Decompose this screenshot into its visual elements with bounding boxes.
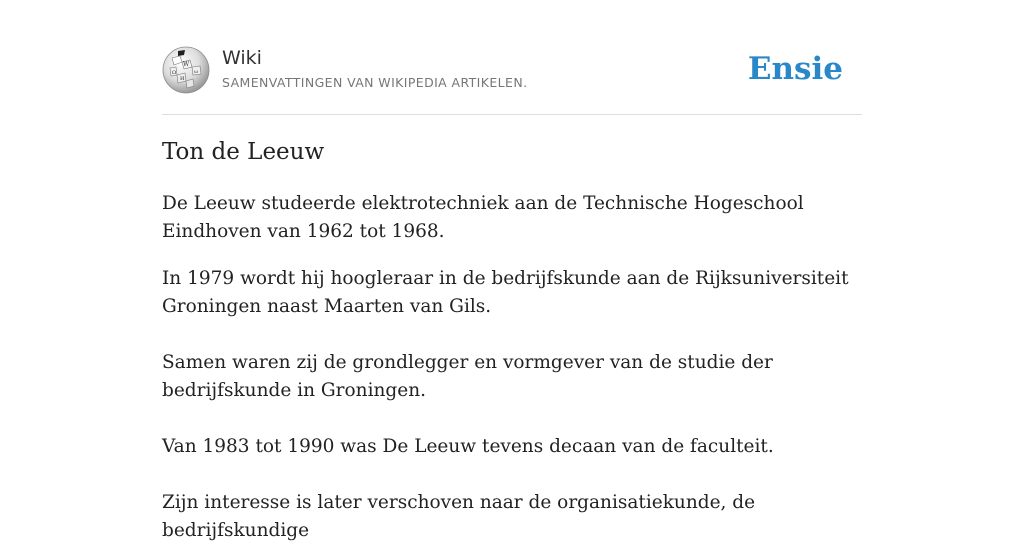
site-title[interactable]: Wiki: [222, 47, 262, 69]
svg-text:ω: ω: [194, 69, 199, 75]
site-subtitle: SAMENVATTINGEN VAN WIKIPEDIA ARTIKELEN.: [222, 75, 528, 90]
svg-text:W: W: [183, 61, 190, 68]
ensie-brand-link[interactable]: Ensie: [747, 51, 843, 87]
wikipedia-globe-icon[interactable]: [162, 46, 210, 94]
article-content: [162, 136, 862, 545]
article-paragraph: De Leeuw studeerde elektrotechniek aan de Technische Hogeschool Eindhoven van 1962 tot 1968.: [162, 193, 804, 242]
article-paragraph: Samen waren zij de grondlegger en vormgever van de studie der bedrijfskunde in Groningen.: [162, 352, 773, 401]
article-paragraph: Van 1983 tot 1990 was De Leeuw tevens decaan van de faculteit.: [162, 436, 774, 457]
article-paragraph: In 1979 wordt hij hoogleraar in de bedrijfskunde aan de Rijksuniversiteit Groningen naast Maarten van Gils.: [162, 268, 849, 317]
article-paragraph: Zijn interesse is later verschoven naar de organisatiekunde, de bedrijfskundige: [162, 492, 756, 541]
page-title: Ton de Leeuw: [162, 139, 325, 165]
site-header: [162, 42, 862, 115]
svg-text:Ω: Ω: [172, 70, 177, 76]
svg-text:И: И: [180, 76, 185, 82]
